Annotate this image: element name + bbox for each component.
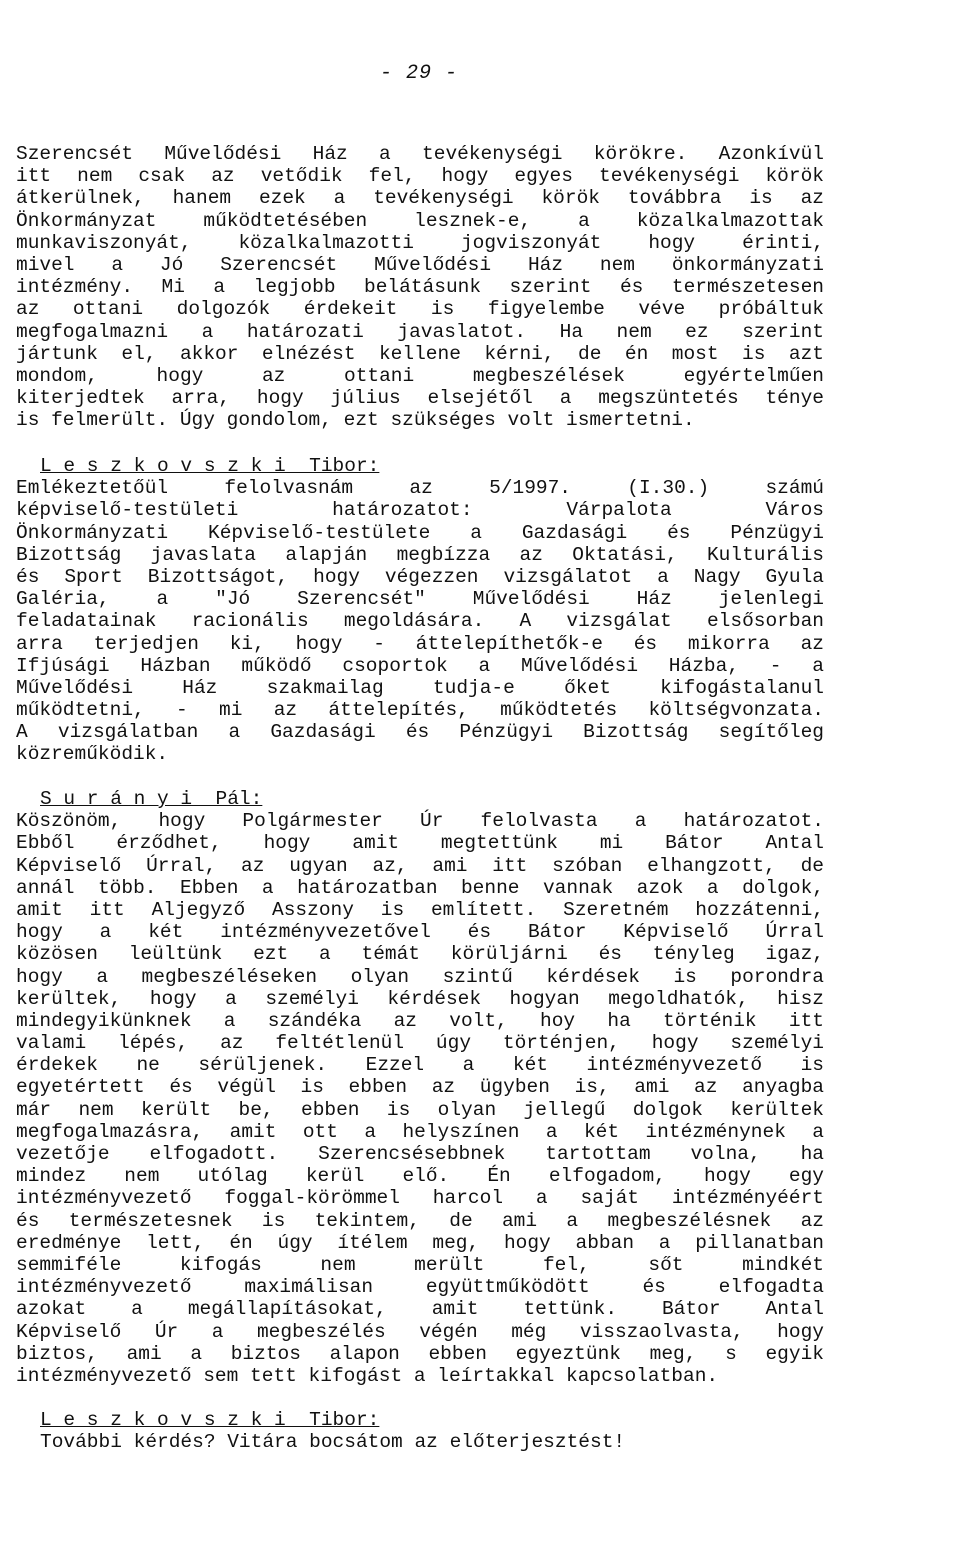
text-line: megfogalmazni a határozati javaslatot. Ha nem ez szerint [16, 320, 824, 343]
text-line: képviselő-testületi határozatot: Várpalota Város [16, 499, 824, 522]
page-number: - 29 - [380, 62, 459, 85]
text-line: feladatainak racionális megoldására. A vizsgálat elsősorban [16, 610, 824, 633]
text-line: Köszönöm, hogy Polgármester Úr felolvasta a határozatot. [16, 810, 824, 833]
text-line: arra terjedjen ki, hogy - áttelepíthetők-e és mikorra az [16, 632, 824, 655]
text-line: intézményvezető foggal-körömmel harcol a saját intézményéért [16, 1187, 824, 1210]
speech-suranyi [16, 788, 824, 1387]
text-line: amit itt Aljegyző Asszony is említett. Szeretném hozzátenni, [16, 898, 824, 921]
text-line: Művelődési Ház szakmailag tudja-e őket kifogástalanul [16, 676, 824, 699]
text-line: egyetértett és végül is ebben az ügyben is, ami az anyagba [16, 1076, 824, 1099]
text-line: működtetni, - mi az áttelepítés, működtetés költségvonzata. [16, 699, 824, 722]
text-line: Emlékeztetőül felolvasnám az 5/1997. (I.30.) számú [16, 477, 824, 500]
text-line: már nem került be, ebben is olyan jellegű dolgok kerültek [16, 1098, 824, 1121]
text-line: közösen leültünk ezt a témát körüljárni és tényleg igaz, [16, 943, 824, 966]
text-line: kiterjedtek arra, hogy július elsejétől a megszüntetés ténye [16, 387, 824, 410]
text-line: valami lépés, az feltétlenül úgy történjen, hogy személyi [16, 1032, 824, 1055]
speech-leszkovszki-1 [16, 455, 824, 766]
text-line: intézményvezető maximálisan együttműködött és elfogadta [16, 1276, 824, 1299]
speaker-name: L e s z k o v s z k i Tibor: [40, 1409, 380, 1431]
text-line: mivel a Jó Szerencsét Művelődési Ház nem önkormányzati [16, 253, 824, 276]
text-line: mindegyikünknek a szándéka az volt, hoy ha történik itt [16, 1009, 824, 1032]
text-line: biztos, ami a biztos alapon ebben egyeztünk meg, s egyik [16, 1342, 824, 1365]
text-line: mondom, hogy az ottani megbeszélések egyértelműen [16, 364, 824, 387]
text-line: A vizsgálatban a Gazdasági és Pénzügyi Bizottság segítőleg [16, 721, 824, 744]
text-line: Önkormányzat működtetésében lesznek-e, a közalkalmazottak [16, 209, 824, 232]
text-line: átkerülnek, hanem ezek a tevékenységi körök továbbra is az [16, 187, 824, 210]
text-line: Bizottság javaslata alapján megbízza az Oktatási, Kulturális [16, 543, 824, 566]
text-line: eredménye lett, én úgy ítélem meg, hogy abban a pillanatban [16, 1231, 824, 1254]
text-line: munkaviszonyát, közalkalmazotti jogviszonyát hogy érinti, [16, 231, 824, 254]
text-line: További kérdés? Vitára bocsátom az előterjesztést! [40, 1431, 626, 1454]
text-line: is felmerült. Úgy gondolom, ezt szükséges volt ismertetni. [16, 409, 695, 432]
text-line: itt nem csak az vetődik fel, hogy egyes tevékenységi körök [16, 165, 824, 188]
text-line: hogy a két intézményvezetővel és Bátor Képviselő Úrral [16, 921, 824, 944]
text-line: kerültek, hogy a személyi kérdések hogyan megoldhatók, hisz [16, 987, 824, 1010]
text-line: azokat a megállapításokat, amit tettünk. Bátor Antal [16, 1298, 824, 1321]
speaker-name: L e s z k o v s z k i Tibor: [40, 455, 380, 477]
text-line: és természetesnek is tekintem, de ami a megbeszélésnek az [16, 1209, 824, 1232]
text-line: hogy a megbeszéléseken olyan szintű kérdések is porondra [16, 965, 824, 988]
text-line: mindez nem utólag kerül elő. Én elfogadom, hogy egy [16, 1165, 824, 1188]
text-line: annál több. Ebben a határozatban benne vannak azok a dolgok, [16, 876, 824, 899]
text-line: az ottani dolgozók érdekeit is figyelembe véve próbáltuk [16, 298, 824, 321]
text-line: Ebből érződhet, hogy amit megtettünk mi Bátor Antal [16, 832, 824, 855]
text-line: közreműködik. [16, 743, 169, 766]
speaker-name: S u r á n y i Pál: [40, 788, 263, 810]
text-line: érdekek ne sérüljenek. Ezzel a két intézményvezető is [16, 1054, 824, 1077]
text-line: intézmény. Mi a legjobb belátásunk szerint és természetesen [16, 276, 824, 299]
text-line: Képviselő Úr a megbeszélés végén még visszaolvasta, hogy [16, 1320, 824, 1343]
text-line: Ifjúsági Házban működő csoportok a Művelődési Házba, - a [16, 654, 824, 677]
text-line: vezetője elfogadott. Szerencsésebbnek tartottam volna, ha [16, 1143, 824, 1165]
text-line: Szerencsét Művelődési Ház a tevékenységi körökre. Azonkívül [16, 143, 824, 165]
text-line: Képviselő Úrral, az ugyan az, ami itt szóban elhangzott, de [16, 854, 824, 877]
text-line: megfogalmazásra, amit ott a helyszínen a két intézménynek a [16, 1120, 824, 1143]
text-line: Önkormányzati Képviselő-testülete a Gazdasági és Pénzügyi [16, 521, 824, 544]
paragraph-intro [16, 143, 824, 431]
text-line: Galéria, a "Jó Szerencsét" Művelődési Ház jelenlegi [16, 588, 824, 611]
text-line: jártunk el, akkor elnézést kellene kérni, de én most is azt [16, 342, 824, 365]
text-line: semmiféle kifogás nem merült fel, sőt mindkét [16, 1253, 824, 1276]
text-line: és Sport Bizottságot, hogy végezzen vizsgálatot a Nagy Gyula [16, 565, 824, 588]
speech-leszkovszki-2 [16, 1409, 824, 1453]
text-line: intézményvezető sem tett kifogást a leírtakkal kapcsolatban. [16, 1364, 719, 1387]
